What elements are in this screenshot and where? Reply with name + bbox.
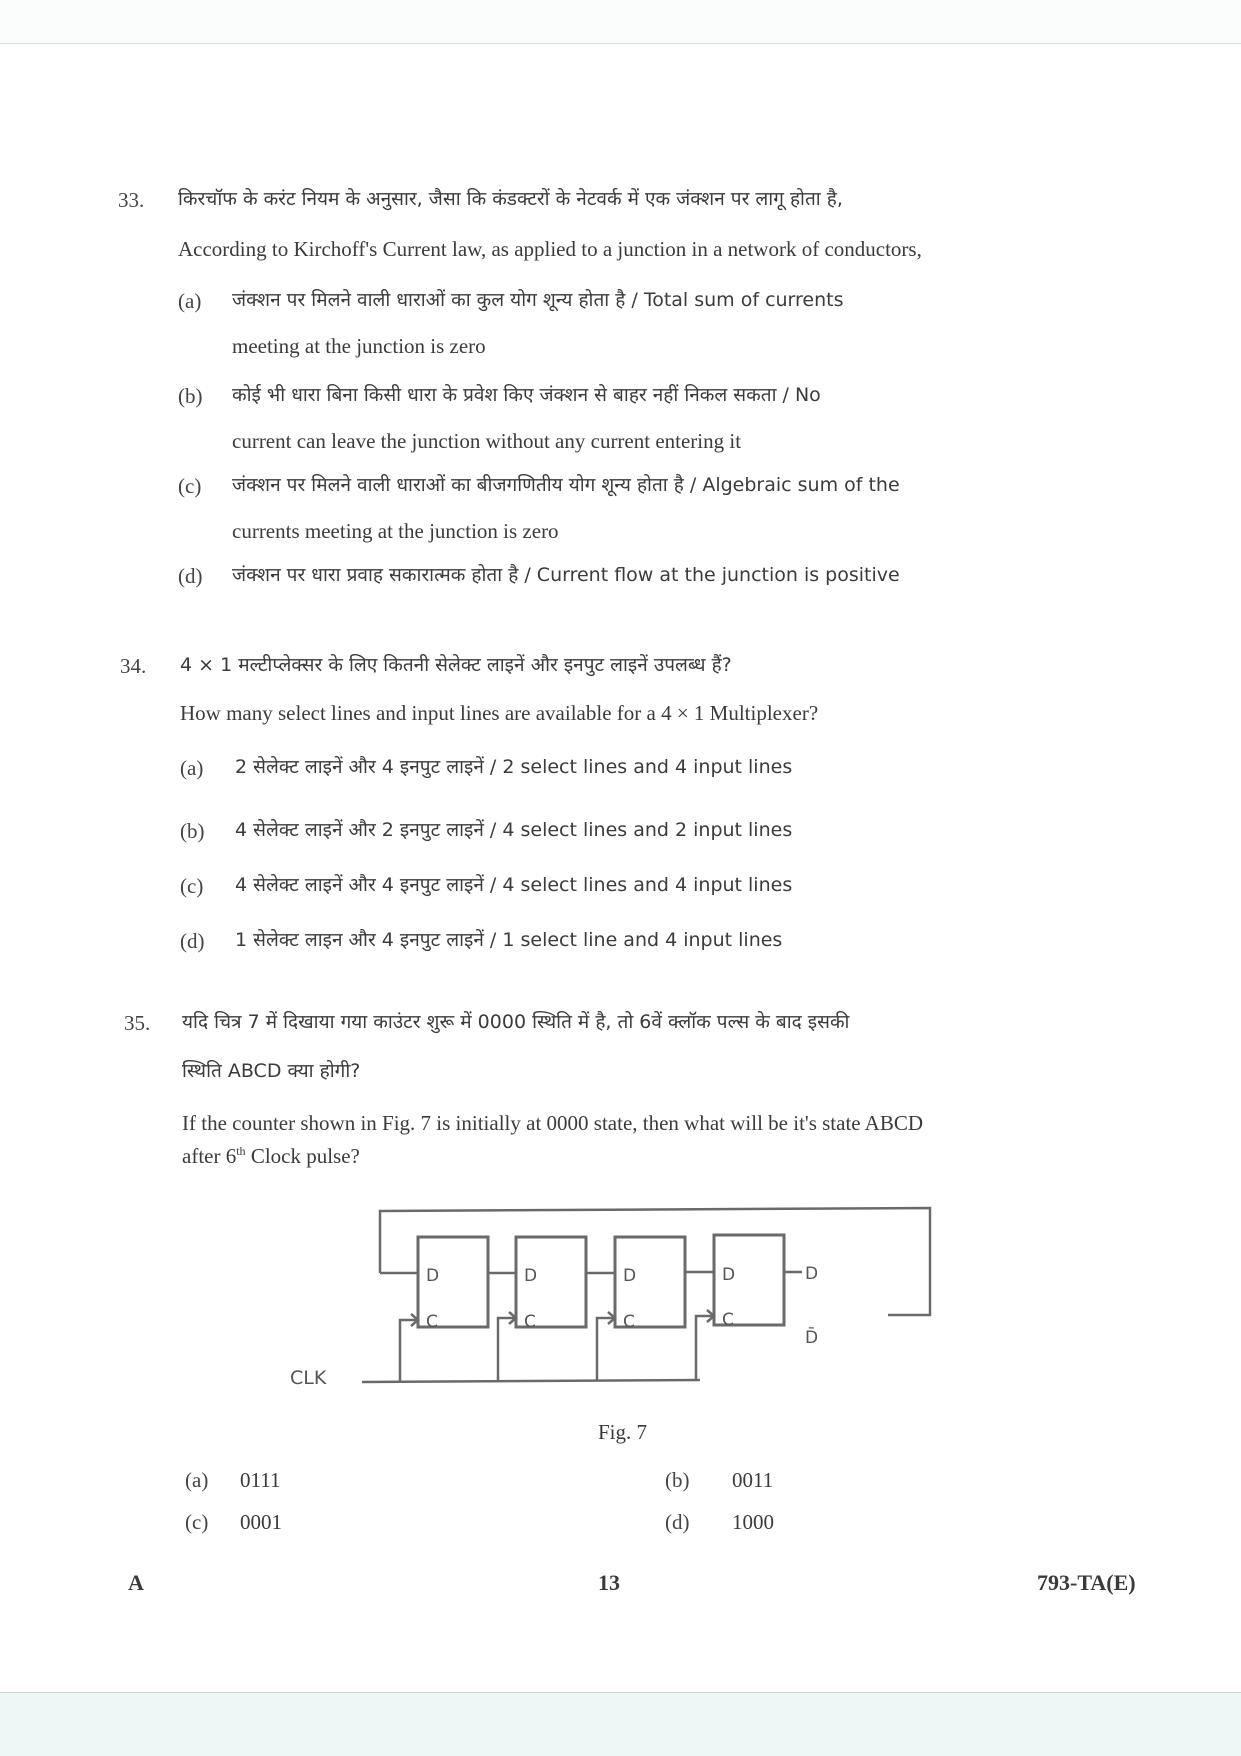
option-label: (b) (178, 384, 203, 408)
option-label: (c) (185, 1510, 209, 1534)
option-a-text: 2 सेलेक्ट लाइनें और 4 इनपुट लाइनें / 2 select lines and 4 input lines (235, 756, 793, 778)
footer-set-code: A (128, 1570, 144, 1595)
figure-caption: Fig. 7 (598, 1420, 648, 1444)
question-text-english-cont (182, 1143, 360, 1169)
ff2-d-label: D (524, 1266, 538, 1286)
paper-code: 793-TA(E) (1037, 1570, 1136, 1595)
option-d-text: जंक्शन पर धारा प्रवाह सकारात्मक होता है / Current flow at the junction is positive (232, 564, 900, 586)
question-text-english: According to Kirchoff's Current law, as applied to a junction in a network of conductors, (178, 237, 922, 261)
option-b-text: कोई भी धारा बिना किसी धारा के प्रवेश किए जंक्शन से बाहर नहीं निकल सकता / No (232, 384, 821, 406)
option-a-text-cont: meeting at the junction is zero (232, 334, 486, 358)
option-d-text: 1 सेलेक्ट लाइन और 4 इनपुट लाइनें / 1 select line and 4 input lines (235, 929, 783, 951)
output-q-label: D (805, 1264, 819, 1284)
ff3-d-label: D (623, 1266, 637, 1286)
question-number: 33. (118, 188, 145, 212)
ff3-c-label: C (623, 1312, 635, 1332)
question-text-english: If the counter shown in Fig. 7 is initially at 0000 state, then what will be it's state ABCD (182, 1111, 924, 1135)
ff4-d-label: D (722, 1265, 736, 1285)
clk-label-holder (288, 1362, 348, 1392)
option-c-text: जंक्शन पर मिलने वाली धाराओं का बीजगणितीय योग शून्य होता है / Algebraic sum of the (232, 474, 900, 496)
question-text-hindi: किरचॉफ के करंट नियम के अनुसार, जैसा कि कंडक्टरों के नेटवर्क में एक जंक्शन पर लागू होता है, (178, 188, 843, 210)
option-c-value: 0001 (240, 1510, 282, 1534)
option-c-text: 4 सेलेक्ट लाइनें और 4 इनपुट लाइनें / 4 select lines and 4 input lines (235, 874, 793, 896)
question-text-hindi: 4 × 1 मल्टीप्लेक्सर के लिए कितनी सेलेक्ट लाइनें और इनपुट लाइनें उपलब्ध हैं? (180, 654, 732, 676)
option-b-text: 4 सेलेक्ट लाइनें और 2 इनपुट लाइनें / 4 select lines and 2 input lines (235, 819, 793, 841)
option-label: (b) (180, 819, 205, 843)
output-qbar-label: D̄ (805, 1328, 819, 1348)
option-d-value: 1000 (732, 1510, 774, 1534)
page-number: 13 (598, 1570, 620, 1595)
option-c-text-cont: currents meeting at the junction is zero (232, 519, 559, 543)
scan-bottom-edge (0, 1692, 1241, 1756)
option-label: (b) (665, 1468, 690, 1492)
option-a-text: जंक्शन पर मिलने वाली धाराओं का कुल योग शून्य होता है / Total sum of currents (232, 289, 844, 311)
option-label: (a) (178, 289, 202, 313)
ff1-d-label: D (426, 1266, 440, 1286)
text-fragment: Clock pulse? (245, 1144, 360, 1168)
question-text-hindi: यदि चित्र 7 में दिखाया गया काउंटर शुरू में 0000 स्थिति में है, तो 6वें क्लॉक पल्स के बाद इसकी (182, 1011, 850, 1033)
counter-circuit-diagram (340, 1195, 1020, 1395)
option-label: (c) (178, 474, 202, 498)
option-a-value: 0111 (240, 1468, 281, 1492)
option-label: (a) (185, 1468, 209, 1492)
option-b-value: 0011 (732, 1468, 774, 1492)
option-label: (c) (180, 874, 204, 898)
ordinal-superscript: th (236, 1144, 246, 1158)
question-text-english: How many select lines and input lines are available for a 4 × 1 Multiplexer? (180, 701, 819, 725)
option-label: (d) (665, 1510, 690, 1534)
ff4-c-label: C (722, 1310, 734, 1330)
question-number: 34. (120, 654, 147, 678)
option-label: (d) (180, 929, 205, 953)
clk-label: CLK (290, 1367, 327, 1389)
text-fragment: after 6 (182, 1144, 237, 1168)
question-text-hindi-cont: स्थिति ABCD क्या होगी? (182, 1060, 361, 1082)
option-b-text-cont: current can leave the junction without any current entering it (232, 429, 742, 453)
scan-top-edge (0, 0, 1241, 44)
ff2-c-label: C (524, 1312, 536, 1332)
option-label: (a) (180, 756, 204, 780)
option-label: (d) (178, 564, 203, 588)
ff1-c-label: C (426, 1312, 438, 1332)
question-number: 35. (124, 1011, 151, 1035)
